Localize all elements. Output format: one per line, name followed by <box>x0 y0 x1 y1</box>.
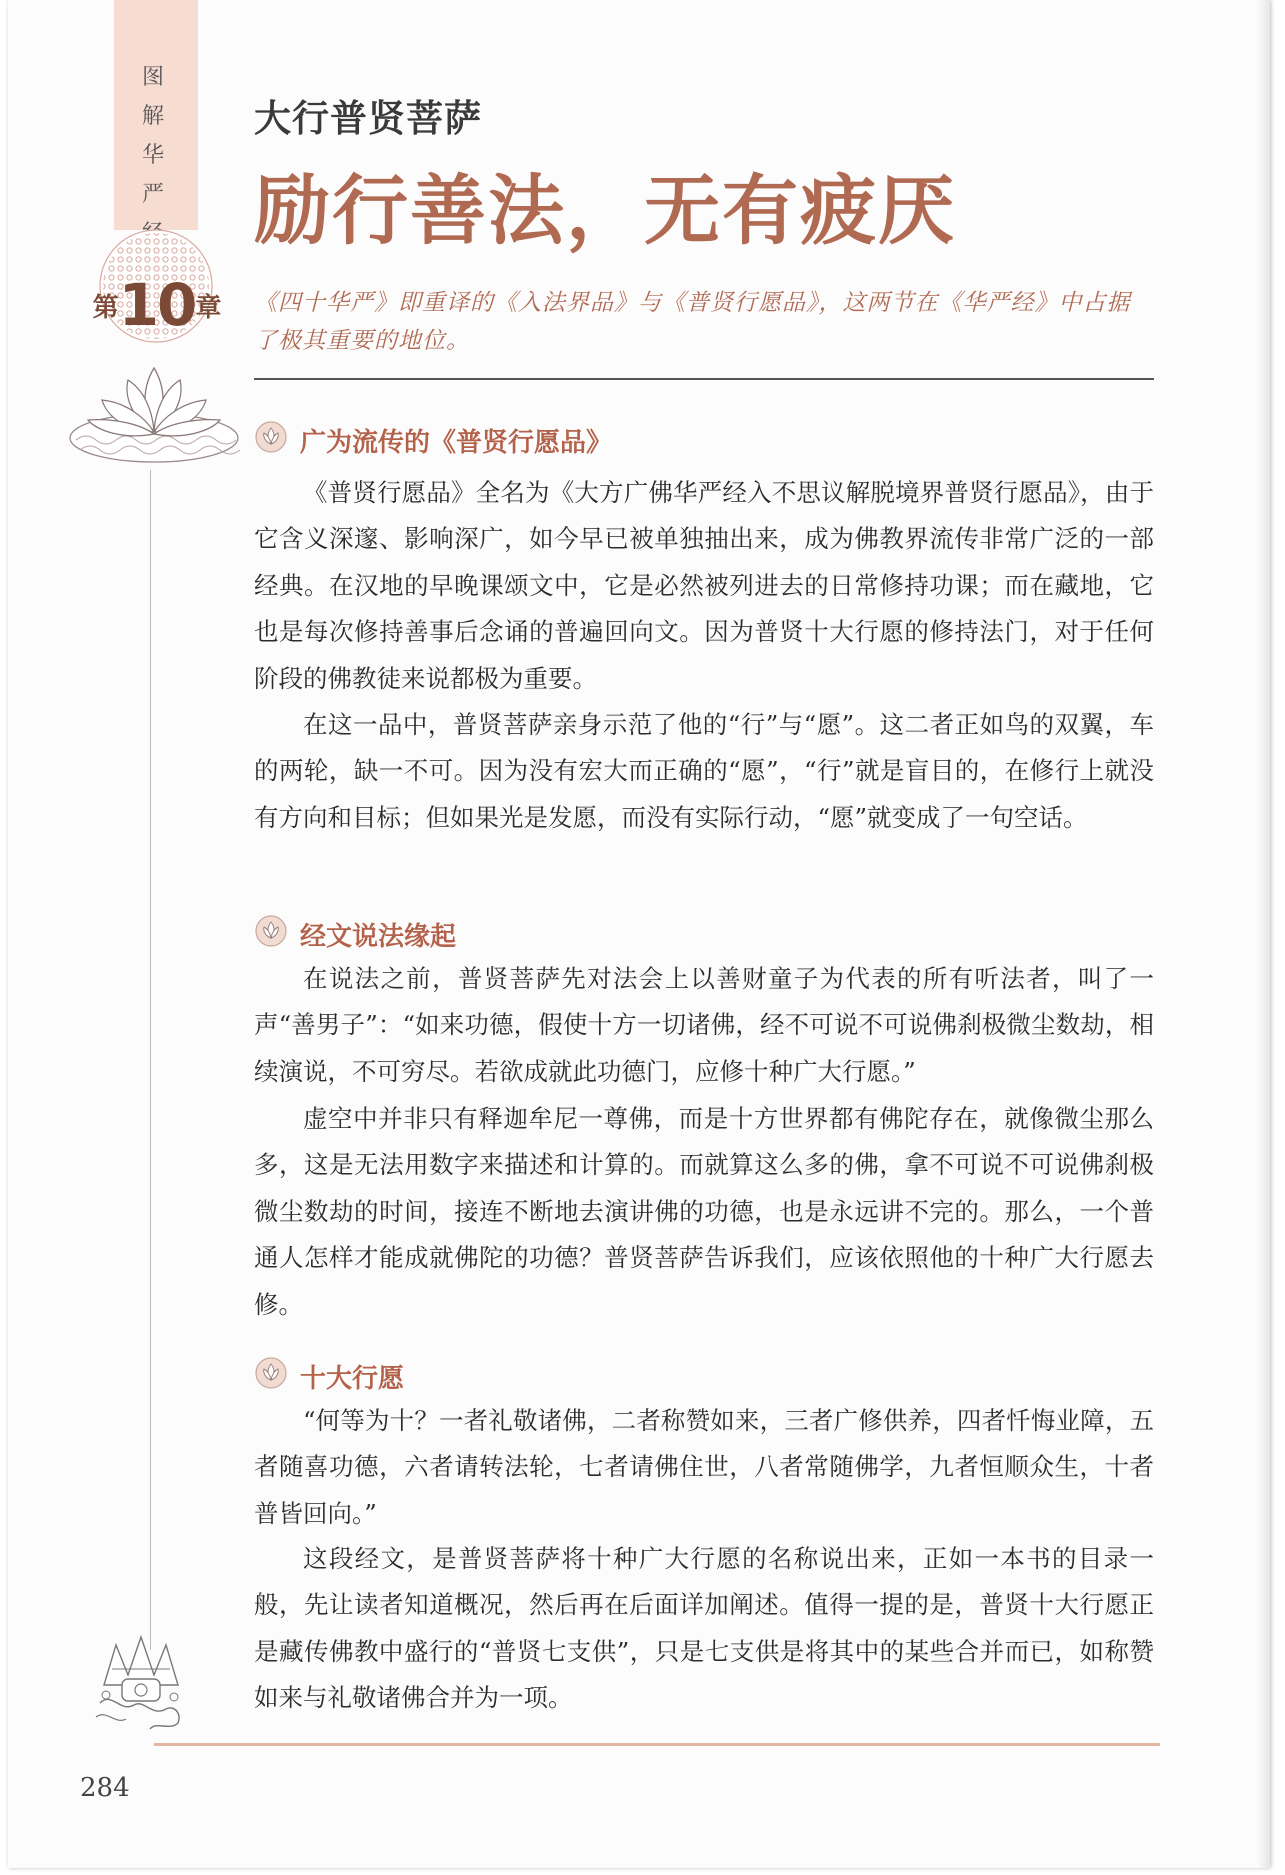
chapter-label <box>94 270 220 340</box>
paragraph: “何等为十？一者礼敬诸佛，二者称赞如来，三者广修供养，四者忏悔业障，五者随喜功德，六者请转法轮，七者请佛住世，八者常随佛学，九者恒顺众生，十者普皆回向。” <box>254 1406 1154 1528</box>
book-title-char: 解 <box>141 104 164 129</box>
book-title-char: 严 <box>141 182 164 207</box>
book-page <box>8 0 1270 1868</box>
section-heading <box>254 1356 404 1397</box>
lotus-icon <box>66 360 242 474</box>
chapter-suffix: 章 <box>195 292 222 323</box>
section-heading <box>254 914 456 955</box>
section-heading-text: 广为流传的《普贤行愿品》 <box>300 428 613 458</box>
chapter-prefix: 第 <box>92 292 119 323</box>
header-divider <box>254 378 1154 380</box>
book-title-char: 华 <box>141 143 164 168</box>
section-heading-text: 经文说法缘起 <box>300 922 457 952</box>
book-title-char: 图 <box>141 65 164 90</box>
page-number: 284 <box>80 1773 130 1803</box>
section-heading <box>254 420 612 461</box>
subtitle: 大行普贤菩萨 <box>254 96 482 140</box>
margin-line <box>150 470 151 1650</box>
paragraph: 《普贤行愿品》全名为《大方广佛华严经入不思议解脱境界普贤行愿品》，由于它含义深邃、影响深广，如今早已被单独抽出来，成为佛教界流传非常广泛的一部经典。在汉地的早晚课颂文中，它是必然被列进去的日常修持功课；而在藏地，它也是每次修持善事后念诵的普遍回向文。因为普贤十大行愿的修持法门，对于任何阶段的佛教徒来说都极为重要。 <box>254 478 1154 693</box>
ornament-icon <box>86 1625 196 1739</box>
chapter-number: 10 <box>118 271 196 339</box>
page-title: 励行善法，无有疲厌 <box>254 166 956 255</box>
intro-text: 《四十华严》即重译的《入法界品》与《普贤行愿品》，这两节在《华严经》中占据了极其重要的地位。 <box>254 290 1131 354</box>
lotus-bullet-icon <box>254 1356 288 1397</box>
paragraph: 在这一品中，普贤菩萨亲身示范了他的“行”与“愿”。这二者正如鸟的双翼，车的两轮，缺一不可。因为没有宏大而正确的“愿”，“行”就是盲目的，在修行上就没有方向和目标；但如果光是发愿，而没有实际行动，“愿”就变成了一句空话。 <box>254 710 1154 832</box>
lotus-bullet-icon <box>254 914 288 955</box>
page-edge-shadow <box>1258 0 1270 1868</box>
section-heading-text: 十大行愿 <box>300 1364 405 1394</box>
paragraph: 在说法之前，普贤菩萨先对法会上以善财童子为代表的所有听法者，叫了一声“善男子”：“如来功德，假使十方一切诸佛，经不可说不可说佛刹极微尘数劫，相续演说，不可穷尽。若欲成就此功德门，应修十种广大行愿。” <box>254 964 1154 1086</box>
book-title-vertical <box>138 60 168 247</box>
paragraph: 虚空中并非只有释迦牟尼一尊佛，而是十方世界都有佛陀存在，就像微尘那么多，这是无法用数字来描述和计算的。而就算这么多的佛，拿不可说不可说佛刹极微尘数劫的时间，接连不断地去演讲佛的功德，也是永远讲不完的。那么，一个普通人怎样才能成就佛陀的功德？普贤菩萨告诉我们，应该依照他的十种广大行愿去修。 <box>254 1104 1154 1319</box>
footer-divider <box>154 1743 1160 1746</box>
paragraph: 这段经文，是普贤菩萨将十种广大行愿的名称说出来，正如一本书的目录一般，先让读者知道概况，然后再在后面详加阐述。值得一提的是，普贤十大行愿正是藏传佛教中盛行的“普贤七支供”，只是七支供是将其中的某些合并而已，如称赞如来与礼敬诸佛合并为一项。 <box>254 1544 1154 1713</box>
lotus-bullet-icon <box>254 420 288 461</box>
